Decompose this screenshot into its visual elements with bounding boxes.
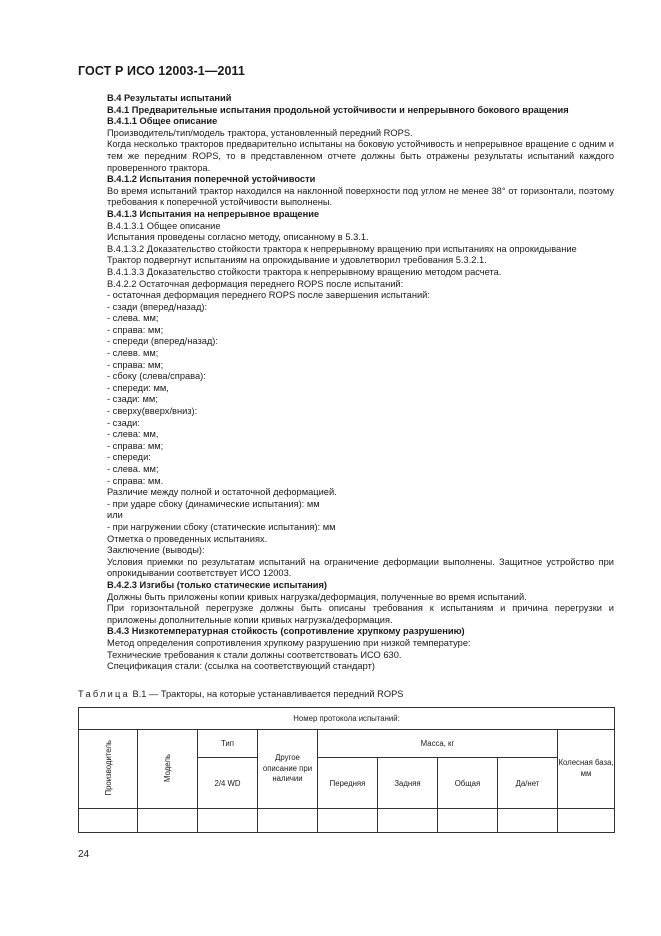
text-line: Отметка о проведенных испытаниях. bbox=[107, 533, 268, 544]
text-line: - слева. мм; bbox=[107, 464, 159, 474]
other-description-header: Другое описание при наличии bbox=[258, 730, 318, 809]
type-header: Тип bbox=[198, 730, 258, 758]
page-number: 24 bbox=[78, 849, 90, 860]
text-line: - спереди: bbox=[107, 452, 151, 463]
text-line: - справа: мм; bbox=[107, 324, 164, 335]
text-line: Трактор подвергнут испытаниям на опрокидывание и удовлетворил требования 5.3.2.1. bbox=[107, 255, 487, 266]
manufacturer-header-text: Производитель bbox=[103, 740, 113, 796]
text-line: - слева. мм; bbox=[107, 313, 159, 324]
yes-no-header: Да/нет bbox=[498, 758, 558, 808]
table-caption-text: В.1 — Тракторы, на которые устанавливается передний ROPS bbox=[129, 689, 404, 699]
text-line: - справа: мм; bbox=[107, 440, 164, 451]
text-line: Метод определения сопротивления хрупкому разрушению при низкой температуре: bbox=[107, 637, 471, 648]
section-heading: B.4 Результаты испытаний bbox=[107, 93, 232, 103]
text-line: Технические требования к стали должны соответствовать ИСО 630. bbox=[107, 649, 402, 660]
table-cell bbox=[79, 808, 138, 832]
text-line: Производитель/тип/модель трактора, установленный передний ROPS. bbox=[107, 127, 413, 138]
manufacturer-header bbox=[79, 730, 138, 809]
table-caption bbox=[78, 689, 404, 699]
table-cell bbox=[318, 808, 378, 832]
text-line: - слева: мм, bbox=[107, 429, 159, 440]
type-2-4wd-header: 2/4 WD bbox=[198, 758, 258, 808]
section-heading: B.4.1.1 Общее описание bbox=[107, 116, 218, 127]
text-line: Различие между полной и остаточной деформацией. bbox=[107, 487, 337, 498]
text-line: - сверху(вверх/вниз): bbox=[107, 406, 198, 417]
mass-header: Масса, кг bbox=[318, 730, 558, 758]
text-line: B.4.2.2 Остаточная деформация переднего ROPS после испытаний: bbox=[107, 278, 404, 289]
section-heading: B.4.1.3 Испытания на непрерывное вращение bbox=[107, 208, 320, 219]
rops-tractors-table bbox=[78, 707, 615, 833]
text-line: Испытания проведены согласно методу, описанному в 5.3.1. bbox=[107, 232, 369, 243]
text-line: B.4.1.3.1 Общее описание bbox=[107, 220, 221, 231]
total-mass-header: Общая bbox=[438, 758, 498, 808]
section-heading: B.4.3 Низкотемпературная стойкость (сопротивление хрупкому разрушению) bbox=[107, 626, 465, 637]
section-heading: B.4.1.2 Испытания поперечной устойчивости bbox=[107, 174, 316, 185]
text-line: Спецификация стали: (ссылка на соответствующий стандарт) bbox=[107, 661, 375, 672]
table-cell bbox=[138, 808, 198, 832]
text-line: - спереди (вперед/назад): bbox=[107, 336, 218, 347]
table-cell bbox=[198, 808, 258, 832]
table-caption-word: Таблица bbox=[78, 689, 130, 699]
text-line: - сзади: bbox=[107, 417, 140, 428]
text-line: Условия приемки по результатам испытаний на ограничение деформации выполнены. Защитное устройство при опрокидывании соответствует ИСО 12003. bbox=[107, 556, 614, 579]
text-line: При горизонтальной перегрузке должны быть описаны требования к испытаниям и причина перегрузки и приложены дополнительные копии кривых нагрузка/деформация. bbox=[107, 603, 614, 625]
text-line: - сзади (вперед/назад): bbox=[107, 301, 208, 312]
wheelbase-header: Колесная база, мм bbox=[558, 730, 615, 809]
text-line: - сбоку (слева/справа): bbox=[107, 371, 206, 382]
text-line: - справа: мм. bbox=[107, 475, 164, 486]
text-line: Когда несколько тракторов предварительно испытаны на боковую устойчивость и непрерывное вращение с одним и тем же передним ROPS, то в представленном отчете должны быть отражены результаты испытаний каждого проверенного трактора. bbox=[107, 139, 614, 173]
text-line: Заключение (выводы): bbox=[107, 545, 205, 556]
text-line: B.4.1.3.3 Доказательство стойкости трактора к непрерывному вращению методом расчета. bbox=[107, 266, 502, 277]
text-line: B.4.1.3.2 Доказательство стойкости трактора к непрерывному вращению при испытаниях на опрокидывание bbox=[107, 243, 577, 254]
text-line: - сзади: мм; bbox=[107, 394, 158, 405]
document-body bbox=[78, 93, 614, 673]
text-line: - справа: мм; bbox=[107, 359, 164, 370]
text-line: Должны быть приложены копии кривых нагрузка/деформация, полученные во время испытаний. bbox=[107, 591, 527, 602]
text-line: - остаточная деформация переднего ROPS после завершения испытаний: bbox=[107, 290, 430, 301]
protocol-number-header: Номер протокола испытаний: bbox=[79, 708, 615, 730]
table-cell bbox=[258, 808, 318, 832]
table-cell bbox=[558, 808, 615, 832]
text-line: - слевв. мм; bbox=[107, 348, 159, 359]
table-row bbox=[79, 808, 615, 832]
model-header-text: Модель bbox=[163, 753, 172, 782]
front-mass-header: Передняя bbox=[318, 758, 378, 808]
text-line: - спереди: мм, bbox=[107, 382, 169, 393]
section-heading: B.4.1 Предварительные испытания продольной устойчивости и непрерывного бокового вращения bbox=[107, 104, 569, 115]
table-cell bbox=[378, 808, 438, 832]
text-line: - при нагружении сбоку (статические испытания): мм bbox=[107, 521, 336, 532]
section-heading: B.4.2.3 Изгибы (только статические испытания) bbox=[107, 579, 328, 590]
text-line: - при ударе сбоку (динамические испытания): мм bbox=[107, 498, 320, 509]
table-cell bbox=[438, 808, 498, 832]
text-line: Во время испытаний трактор находился на наклонной поверхности под углом не менее 38° от горизонтали, поэтому требования к поперечной устойчивости выполнены. bbox=[107, 185, 614, 208]
document-header: ГОСТ Р ИСО 12003-1—2011 bbox=[78, 64, 245, 78]
model-header bbox=[138, 730, 198, 809]
text-line: или bbox=[107, 510, 123, 521]
rear-mass-header: Задняя bbox=[378, 758, 438, 808]
table-cell bbox=[498, 808, 558, 832]
